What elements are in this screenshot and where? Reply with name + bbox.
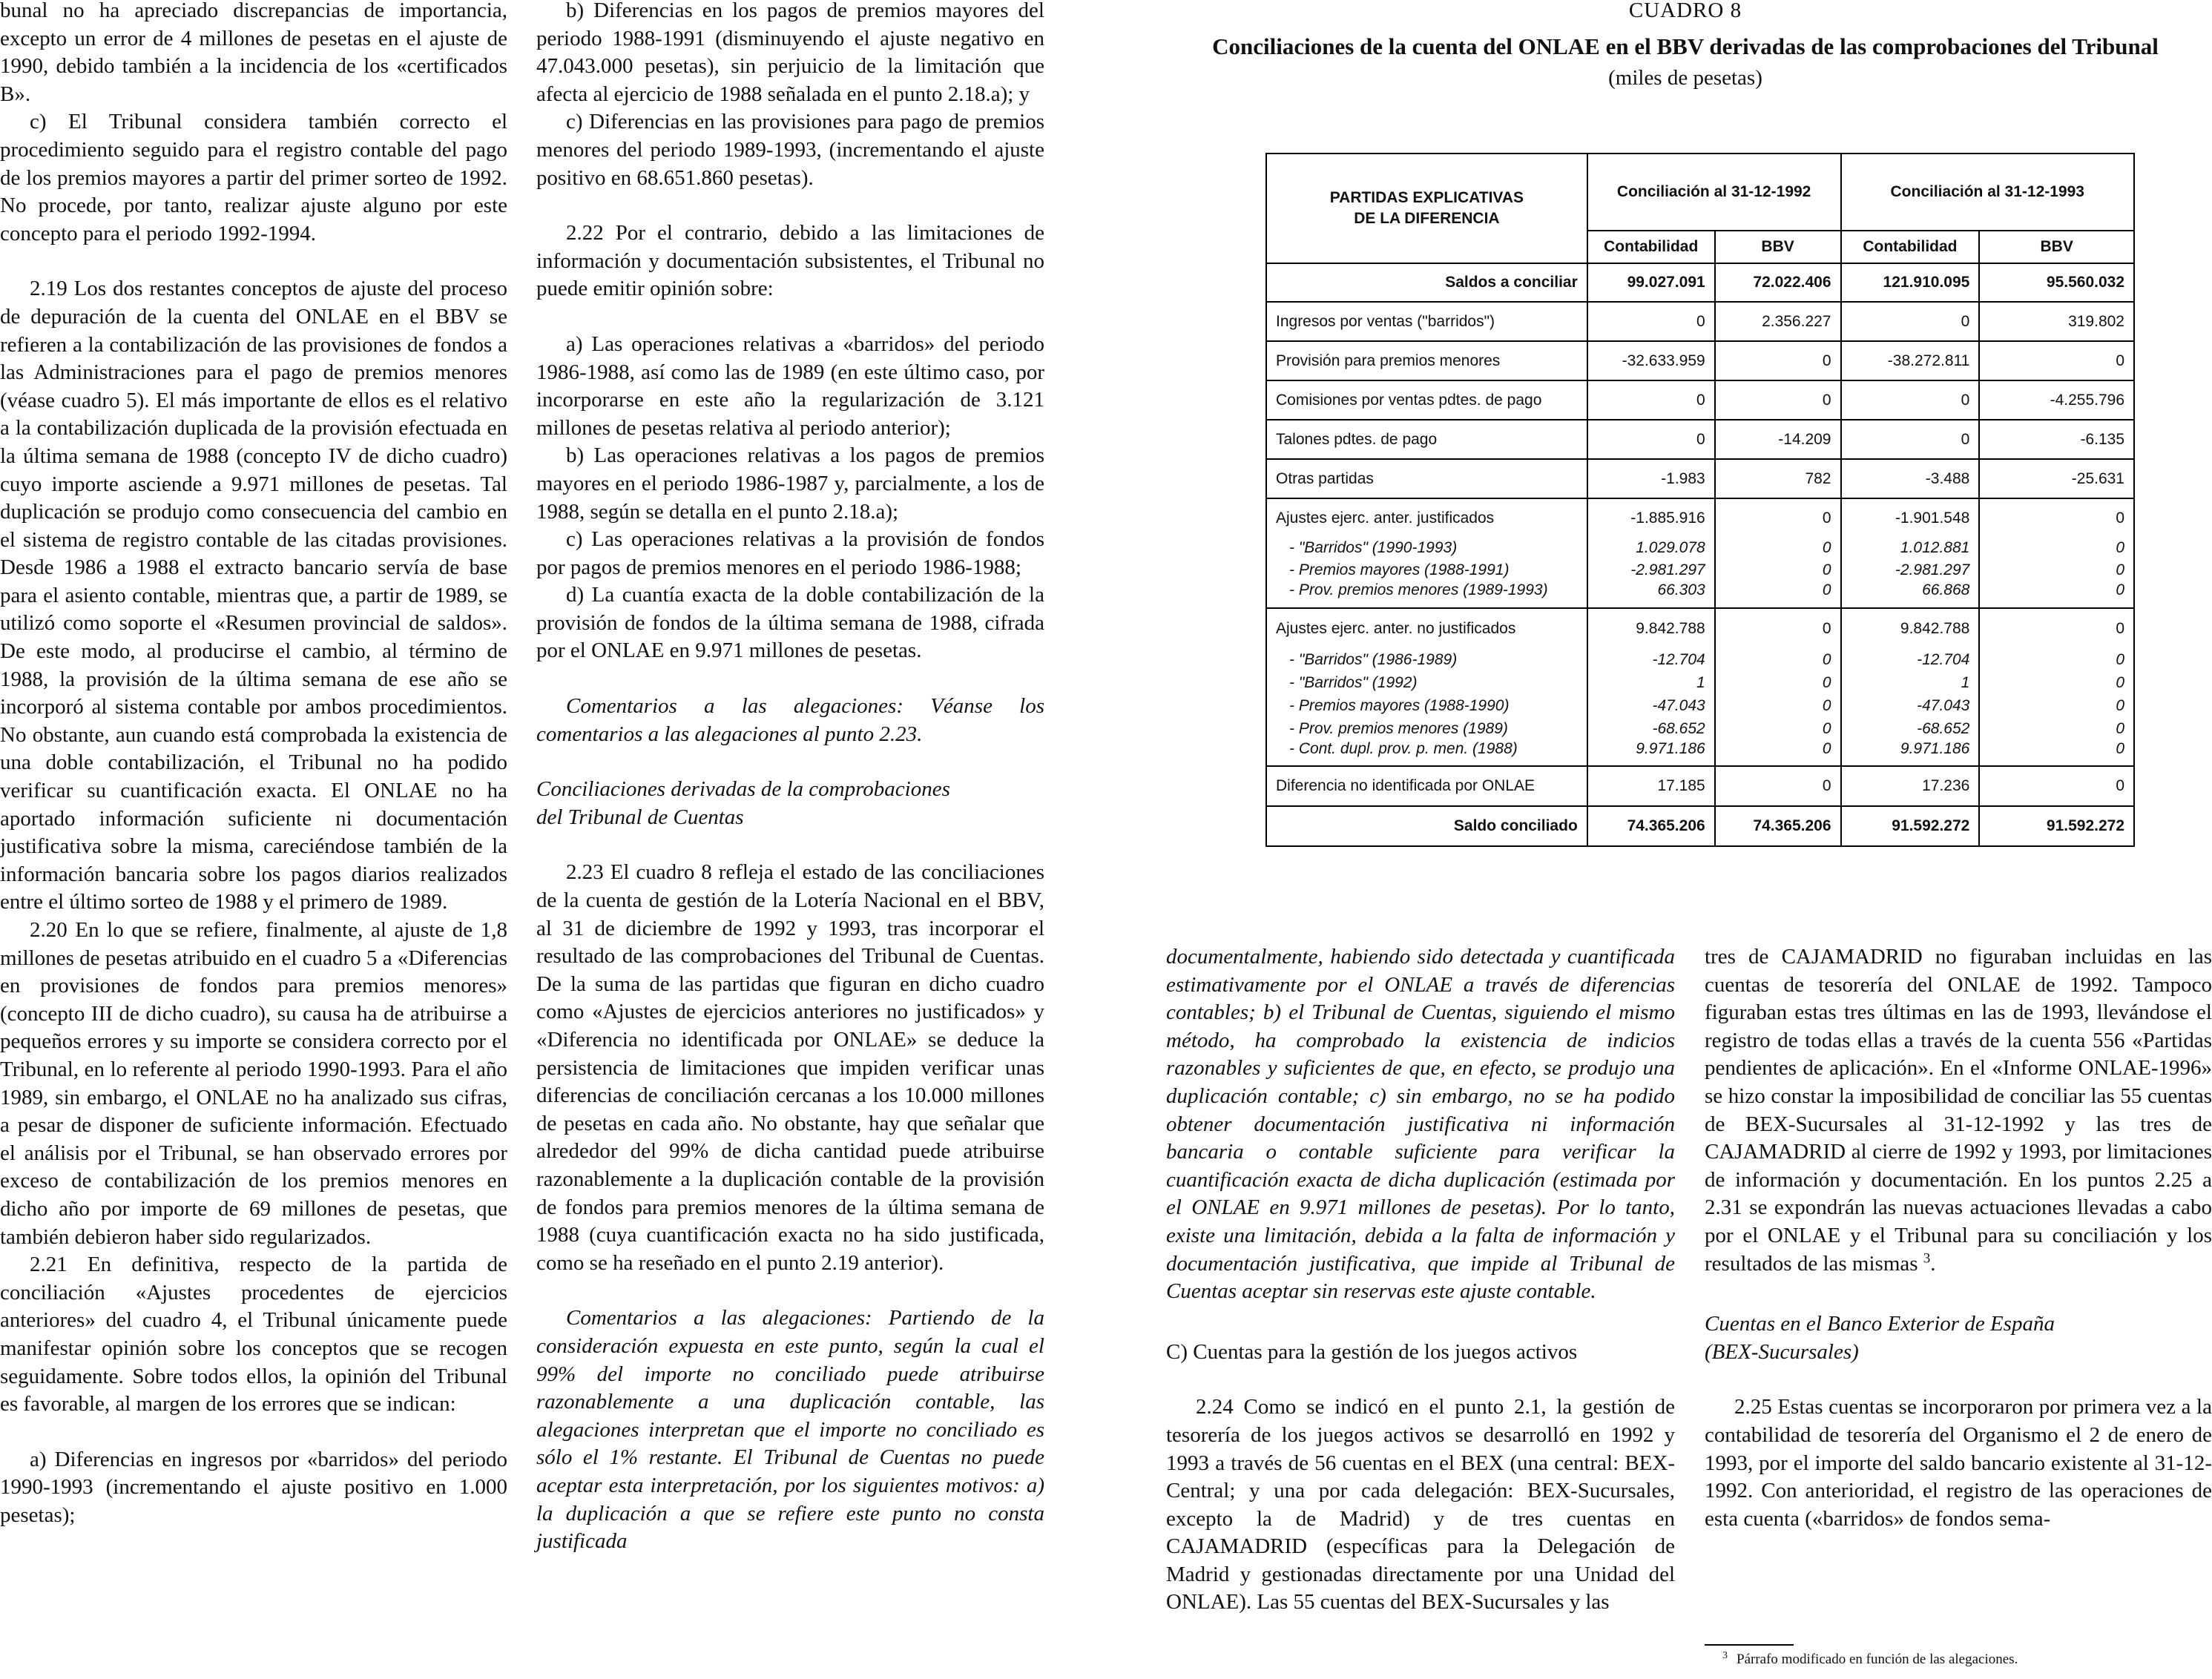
cell: 1 (1587, 671, 1715, 694)
table-row (1266, 717, 2134, 740)
row-label: - Premios mayores (1988-1990) (1266, 694, 1587, 717)
section-heading: C) Cuentas para la gestión de los juegos activos (1166, 1339, 1578, 1364)
section-heading: (BEX-Sucursales) (1705, 1339, 1859, 1364)
cell: 17.185 (1587, 766, 1715, 806)
row-label: Saldos a conciliar (1266, 263, 1587, 302)
table-row (1266, 608, 2134, 648)
table-row (1266, 498, 2134, 537)
paragraph: d) La cuantía exacta de la doble contabilización de la provisión de fondos de la última semana de 1988, cifrada por el ONLAE en 9.971 millones de pesetas. (536, 583, 1044, 663)
paragraph-text: tres de CAJAMADRID no figuraban incluidas en las cuentas de tesorería del ONLAE de 1992. Tampoco figuraban estas tres últimas en las de 1993, llevándose el registro de todas ellas a través de la cuenta 556 «Partidas pendientes de aplicación». En el «Informe ONLAE-1996» se hizo constar la imposibilidad de conciliar las 55 cuentas de BEX-Sucursales al 31-12-1992 y las tres de CAJAMADRID al cierre de 1992 y 1993, por limitaciones de información y documentación. En los puntos 2.25 a 2.31 se expondrán las nuevas actuaciones llevadas a cabo por el ONLAE y el Tribunal para su conciliación y los resultados de las mismas (1705, 945, 2212, 1276)
row-label: - "Barridos" (1986-1989) (1266, 648, 1587, 671)
cell: 1.029.078 (1587, 537, 1715, 559)
cell: -32.633.959 (1587, 341, 1715, 380)
header-contabilidad: Contabilidad (1841, 231, 1980, 263)
cell: 66.868 (1841, 581, 1980, 608)
cell: 0 (1979, 671, 2134, 694)
cell: 0 (1715, 648, 1841, 671)
cell: 0 (1979, 559, 2134, 581)
cell: 0 (1715, 717, 1841, 740)
cell: 0 (1979, 608, 2134, 648)
row-label: Provisión para premios menores (1266, 341, 1587, 380)
table-caption (1166, 0, 2205, 90)
cell: -38.272.811 (1841, 341, 1980, 380)
cell: -47.043 (1841, 694, 1980, 717)
cell: 0 (1979, 740, 2134, 766)
comment-paragraph: Comentarios a las alegaciones: Véanse los comentarios a las alegaciones al punto 2.23. (536, 694, 1044, 746)
cell: -25.631 (1979, 459, 2134, 498)
paragraph-2-24: 2.24 Como se indicó en el punto 2.1, la gestión de tesorería de los juegos activos se desarrolló en 1992 y 1993 a través de 56 cuentas en el BEX (una central: BEX-Central; y una por cada delegación: BEX-Sucursales, excepto la de Madrid) y de tres cuentas en CAJAMADRID (específicas para la Delegación de Madrid y gestionadas directamente por una Unidad del ONLAE). Las 55 cuentas del BEX-Sucursales y las (1166, 1395, 1675, 1614)
cell: 0 (1587, 420, 1715, 459)
cell: 0 (1587, 302, 1715, 341)
header-contabilidad: Contabilidad (1587, 231, 1715, 263)
comment-paragraph: Comentarios a las alegaciones: Partiendo de la consideración expuesta en este punto, según la cual el 99% del importe no conciliado puede atribuirse razonablemente a una duplicación contable, las alegaciones interpretan que el importe no conciliado es sólo el 1% restante. El Tribunal de Cuentas no puede aceptar esta interpretación, por los siguientes motivos: a) la duplicación a que se refiere este punto no consta justificada (536, 1306, 1044, 1554)
cell: 0 (1979, 648, 2134, 671)
cell: 0 (1715, 498, 1841, 537)
cell: 72.022.406 (1715, 263, 1841, 302)
paragraph: b) Las operaciones relativas a los pagos de premios mayores en el periodo 1986-1987 y, parcialmente, a los de 1988, según se detalla en el punto 2.18.a); (536, 443, 1044, 524)
table-row (1266, 581, 2134, 608)
cell: -2.981.297 (1841, 559, 1980, 581)
paragraph: c) Diferencias en las provisiones para pago de premios menores del periodo 1989-1993, (incrementando el ajuste positivo en 68.651.860 pesetas). (536, 110, 1044, 190)
table-row (1266, 537, 2134, 559)
cell: -1.983 (1587, 459, 1715, 498)
cell: 0 (1715, 740, 1841, 766)
row-label: Ajustes ejerc. anter. no justificados (1266, 608, 1587, 648)
table-row (1266, 559, 2134, 581)
cell: 0 (1979, 581, 2134, 608)
cell: -1.885.916 (1587, 498, 1715, 537)
cell: 91.592.272 (1841, 806, 1980, 846)
header-bbv: BBV (1715, 231, 1841, 263)
table-row (1266, 648, 2134, 671)
cell: 0 (1715, 537, 1841, 559)
paragraph: a) Diferencias en ingresos por «barridos» del periodo 1990-1993 (incrementando el ajuste positivo en 1.000 pesetas); (0, 1447, 507, 1527)
cell: 9.971.186 (1841, 740, 1980, 766)
table-title: Conciliaciones de la cuenta del ONLAE en el BBV derivadas de las comprobaciones del Tribunal (1212, 33, 2159, 59)
section-heading: Conciliaciones derivadas de la comprobaciones (536, 777, 950, 802)
table-row (1266, 263, 2134, 302)
cell: 121.910.095 (1841, 263, 1980, 302)
paragraph-2-20: 2.20 En lo que se refiere, finalmente, al ajuste de 1,8 millones de pesetas atribuido en el cuadro 5 a «Diferencias en provisiones de fondos para premios menores» (concepto III de dicho cuadro), su causa ha de atribuirse a pequeños errores y su importe se considera correcto por el Tribunal, en lo referente al periodo 1990-1993. Para el año 1989, sin embargo, el ONLAE no ha analizado sus cifras, a pesar de disponer de suficiente información. Efectuado el análisis por el Tribunal, se han observado errores por exceso de contabilización de los premios menores en dicho año por importe de 69 millones de pesetas, que también debieron haber sido regularizados. (0, 918, 507, 1249)
table-row (1266, 766, 2134, 806)
table-row (1266, 740, 2134, 766)
row-label: Ingresos por ventas ("barridos") (1266, 302, 1587, 341)
cell: 1 (1841, 671, 1980, 694)
text-column-4 (1705, 943, 2212, 1533)
cell: 74.365.206 (1715, 806, 1841, 846)
row-label: Ajustes ejerc. anter. justificados (1266, 498, 1587, 537)
cell: 0 (1979, 498, 2134, 537)
cell: -1.901.548 (1841, 498, 1980, 537)
row-label: Comisiones por ventas pdtes. de pago (1266, 380, 1587, 420)
footnote-text: Párrafo modificado en función de las alegaciones. (1737, 1652, 2018, 1667)
paragraph-2-19: 2.19 Los dos restantes conceptos de ajuste del proceso de depuración de la cuenta del ONLAE en el BBV se refieren a la contabilización de las provisiones de fondos a las Administraciones para el pago de premios menores (véase cuadro 5). El más importante de ellos es el relativo a la contabilización duplicada de la provisión efectuada en la última semana de 1988 (concepto IV de dicho cuadro) cuyo importe asciende a 9.971 millones de pesetas. Tal duplicación se produjo como consecuencia del cambio en el sistema de registro contable de las citadas provisiones. Desde 1986 a 1988 el extracto bancario servía de base para el asiento contable, mientras que, a partir de 1989, se utilizó como soporte el «Resumen provincial de saldos». De este modo, al producirse el cambio, al término de 1988, la provisión de la última semana de ese año se incorporó al sistema contable por ambos procedimientos. No obstante, aun cuando está comprobada la existencia de una doble contabilización, el Tribunal no ha podido verificar su cuantificación exacta. El ONLAE no ha aportado información suficiente ni documentación justificativa sobre la misma, careciéndose también de la información bancaria sobre los pagos diarios realizados entre el último sorteo de 1988 y el primero de 1989. (0, 277, 507, 914)
cell: -14.209 (1715, 420, 1841, 459)
paragraph: a) Las operaciones relativas a «barridos» del periodo 1986-1988, así como las de 1989 (en este último caso, por incorporarse en este año la regularización de 3.121 millones de pesetas relativa al periodo anterior); (536, 331, 1044, 440)
row-label: Talones pdtes. de pago (1266, 420, 1587, 459)
cell: -12.704 (1841, 648, 1980, 671)
table-row (1266, 694, 2134, 717)
text-column-2 (536, 0, 1044, 1556)
footnote-divider (1705, 1644, 1794, 1646)
section-heading: del Tribunal de Cuentas (536, 805, 744, 829)
paragraph: b) Diferencias en los pagos de premios mayores del periodo 1988-1991 (disminuyendo el ajuste negativo en 47.043.000 pesetas), sin perjuicio de la limitación que afecta al ejercicio de 1988 señalada en el punto 2.18.a); y (536, 0, 1044, 106)
table-row (1266, 380, 2134, 420)
cell: 9.971.186 (1587, 740, 1715, 766)
cell: 74.365.206 (1587, 806, 1715, 846)
cell: 2.356.227 (1715, 302, 1841, 341)
cell: 319.802 (1979, 302, 2134, 341)
text-column-3 (1166, 943, 1675, 1617)
table-row (1266, 671, 2134, 694)
header-1992: Conciliación al 31-12-1992 (1587, 154, 1841, 231)
text-column-1 (0, 0, 507, 1529)
cell: 0 (1715, 766, 1841, 806)
cell: 0 (1841, 380, 1980, 420)
row-label: Otras partidas (1266, 459, 1587, 498)
cell: 66.303 (1587, 581, 1715, 608)
cell: 0 (1715, 671, 1841, 694)
cell: 95.560.032 (1979, 263, 2134, 302)
header-text: DE LA DIFERENCIA (1354, 210, 1500, 227)
cell: 0 (1715, 341, 1841, 380)
cell: 9.842.788 (1587, 608, 1715, 648)
cell: -47.043 (1587, 694, 1715, 717)
table-row (1266, 420, 2134, 459)
row-label: - "Barridos" (1992) (1266, 671, 1587, 694)
footnote (1722, 1649, 2018, 1668)
row-label: Saldo conciliado (1266, 806, 1587, 846)
header-partidas (1266, 154, 1587, 263)
cell: 99.027.091 (1587, 263, 1715, 302)
cell: 91.592.272 (1979, 806, 2134, 846)
paragraph: bunal no ha apreciado discrepancias de importancia, excepto un error de 4 millones de pesetas en el ajuste de 1990, debido también a la incidencia de los «certificados B». (0, 0, 507, 106)
cell: -4.255.796 (1979, 380, 2134, 420)
row-label: Diferencia no identificada por ONLAE (1266, 766, 1587, 806)
cell: 0 (1979, 341, 2134, 380)
cell: 0 (1715, 559, 1841, 581)
paragraph: tres de CAJAMADRID no figuraban incluidas en las cuentas de tesorería del ONLAE de 1992. Tampoco figuraban estas tres últimas en las de 1993, llevándose el registro de todas ellas a través de la cuenta 556 «Partidas pendientes de aplicación». En el «Informe ONLAE-1996» se hizo constar la imposibilidad de conciliar las 55 cuentas de BEX-Sucursales al 31-12-1992 y las tres de CAJAMADRID al cierre de 1992 y 1993, por limitaciones de información y documentación. En los puntos 2.25 a 2.31 se expondrán las nuevas actuaciones llevadas a cabo por el ONLAE y el Tribunal para su conciliación y los resultados de las mismas $^3$. (1705, 945, 2212, 1276)
cell: 0 (1979, 694, 2134, 717)
cell: 0 (1715, 581, 1841, 608)
cell: -3.488 (1841, 459, 1980, 498)
cell: 9.842.788 (1841, 608, 1980, 648)
footnote-ref[interactable]: 3 (1923, 1250, 1931, 1266)
cell: -68.652 (1841, 717, 1980, 740)
cell: 0 (1715, 694, 1841, 717)
paragraph: c) Las operaciones relativas a la provisión de fondos por pagos de premios menores en el periodo 1986-1988; (536, 527, 1044, 579)
paragraph-2-21: 2.21 En definitiva, respecto de la partida de conciliación «Ajustes procedentes de ejercicios anteriores» del cuadro 4, el Tribunal únicamente puede manifestar opinión sobre los conceptos que se recogen seguidamente. Sobre todos ellos, la opinión del Tribunal es favorable, al margen de los errores que se indican: (0, 1253, 507, 1416)
cell: 0 (1979, 717, 2134, 740)
header-1993: Conciliación al 31-12-1993 (1841, 154, 2135, 231)
paragraph-2-22: 2.22 Por el contrario, debido a las limitaciones de información y documentación subsistentes, el Tribunal no puede emitir opinión sobre: (536, 221, 1044, 301)
cell: 0 (1979, 766, 2134, 806)
table-row (1266, 459, 2134, 498)
cell: 0 (1715, 380, 1841, 420)
cell: 17.236 (1841, 766, 1980, 806)
cell: 0 (1841, 302, 1980, 341)
cell: -68.652 (1587, 717, 1715, 740)
footnote-number: 3 (1722, 1649, 1728, 1661)
table-row (1266, 302, 2134, 341)
comment-paragraph: documentalmente, habiendo sido detectada y cuantificada estimativamente por el ONLAE a través de diferencias contables; b) el Tribunal de Cuentas, siguiendo el mismo método, ha comprobado la existencia de indicios razonables y suficientes de que, en efecto, se produjo una duplicación contable; c) sin embargo, no se ha podido obtener documentación justificativa ni información bancaria o contable suficiente para verificar la cuantificación exacta de dicha duplicación (estimada por el ONLAE en 9.971 millones de pesetas). Por lo tanto, existe una limitación, debida a la falta de información y documentación justificativa, que impide al Tribunal de Cuentas aceptar sin reservas este ajuste contable. (1166, 945, 1675, 1304)
cell: 0 (1979, 537, 2134, 559)
cell: -6.135 (1979, 420, 2134, 459)
section-heading: Cuentas en el Banco Exterior de España (1705, 1312, 2055, 1336)
table-row (1266, 806, 2134, 846)
cell: 0 (1587, 380, 1715, 420)
row-label: - Prov. premios menores (1989-1993) (1266, 581, 1587, 608)
paragraph-2-25: 2.25 Estas cuentas se incorporaron por primera vez a la contabilidad de tesorería del Organismo el 2 de enero de 1993, por el importe del saldo bancario existente al 31-12-1992. Con anterioridad, el registro de las operaciones de esta cuenta («barridos» de fondos sema- (1705, 1395, 2212, 1531)
table-row (1266, 341, 2134, 380)
paragraph: c) El Tribunal considera también correcto el procedimiento seguido para el registro contable del pago de los premios mayores a partir del primer sorteo de 1992. No procede, por tanto, realizar ajuste alguno por este concepto para el periodo 1992-1994. (0, 110, 507, 245)
row-label: - "Barridos" (1990-1993) (1266, 537, 1587, 559)
cell: -12.704 (1587, 648, 1715, 671)
row-label: - Premios mayores (1988-1991) (1266, 559, 1587, 581)
cell: 0 (1715, 608, 1841, 648)
cell: 1.012.881 (1841, 537, 1980, 559)
row-label: - Cont. dupl. prov. p. men. (1988) (1266, 740, 1587, 766)
table-number: CUADRO 8 (1628, 0, 1742, 22)
header-bbv: BBV (1979, 231, 2134, 263)
table-subtitle: (miles de pesetas) (1608, 66, 1762, 90)
cell: -2.981.297 (1587, 559, 1715, 581)
row-label: - Prov. premios menores (1989) (1266, 717, 1587, 740)
paragraph-2-23: 2.23 El cuadro 8 refleja el estado de las conciliaciones de la cuenta de gestión de la Lotería Nacional en el BBV, al 31 de diciembre de 1992 y 1993, tras incorporar el resultado de las comprobaciones del Tribunal de Cuentas. De la suma de las partidas que figuran en dicho cuadro como «Ajustes de ejercicios anteriores no justificados» y «Diferencia no identificada por ONLAE» se deduce la persistencia de limitaciones que impiden verificar unas diferencias de conciliación cercanas a los 10.000 millones de pesetas en cada año. No obstante, hay que señalar que alrededor del 99% de dicha cantidad puede atribuirse razonablemente a la duplicación contable de la provisión de fondos para premios menores de la última semana de 1988 (cuya cuantificación exacta no ha sido justificada, como se ha reseñado en el punto 2.19 anterior). (536, 860, 1044, 1275)
cell: 782 (1715, 459, 1841, 498)
header-text: PARTIDAS EXPLICATIVAS (1329, 189, 1524, 206)
cell: 0 (1841, 420, 1980, 459)
reconciliation-table (1265, 153, 2135, 847)
